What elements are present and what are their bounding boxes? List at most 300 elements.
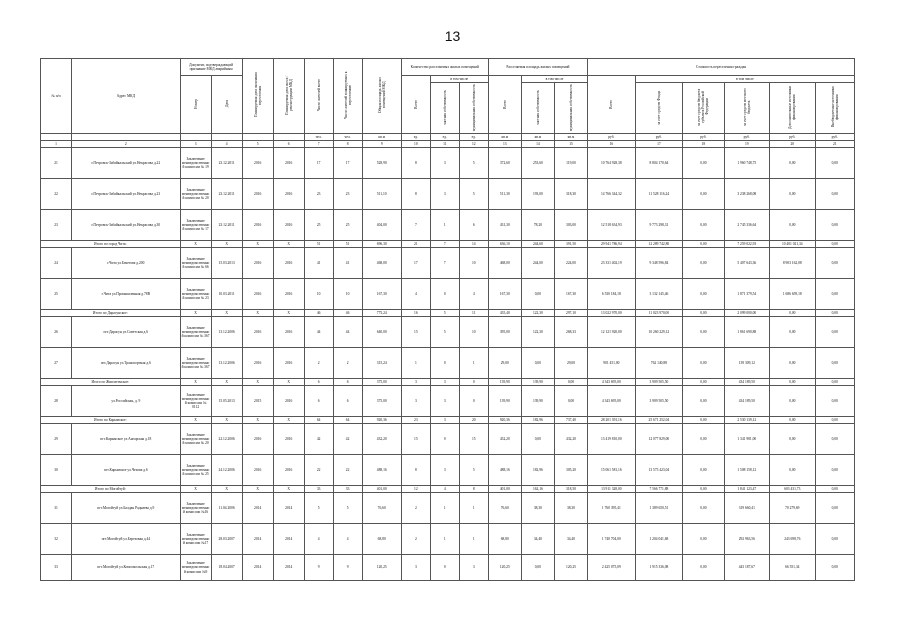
table-cell: 9 773 298,31 [635, 210, 683, 241]
total-cell: X [180, 486, 211, 493]
header-cost-fund: за счет средств Фонда [635, 83, 683, 134]
total-cell: X [180, 241, 211, 248]
total-cell: X [211, 417, 242, 424]
table-cell: 34,40 [521, 524, 554, 555]
document-number-cell: Заключение межведомственной комиссии № 23 [180, 279, 211, 310]
table-cell: 0,00 [683, 279, 724, 310]
table-cell: 8 804 170,64 [635, 148, 683, 179]
total-cell: 401,00 [488, 486, 521, 493]
table-cell: 292 963,56 [724, 524, 770, 555]
table-cell: 0,00 [770, 348, 816, 379]
document-date-cell: 13.12.2006 [211, 317, 242, 348]
table-cell: 319 660,41 [724, 493, 770, 524]
total-cell: X [242, 417, 273, 424]
total-row [41, 417, 855, 424]
document-date-cell: 24.12.2006 [211, 455, 242, 486]
table-cell: 395,00 [488, 317, 521, 348]
row-number: 22 [41, 179, 72, 210]
table-cell: 15 [459, 424, 488, 455]
table-body [41, 148, 855, 581]
unit-cell: руб. [770, 134, 816, 141]
column-number-cell: 3 [180, 141, 211, 148]
table-cell: 372,60 [488, 148, 521, 179]
table-cell: 0,00 [683, 424, 724, 455]
table-cell: 1 [430, 210, 459, 241]
total-cell: 920,36 [362, 417, 401, 424]
table-cell: 44 [304, 317, 333, 348]
total-cell: 139,90 [521, 379, 554, 386]
table-cell: 23 [304, 179, 333, 210]
table-cell: 2016 [273, 424, 304, 455]
document-number-cell: Заключение межведомственной комиссии №9 [180, 555, 211, 581]
table-cell: 193,00 [521, 179, 554, 210]
total-cell: 2 099 000,00 [724, 310, 770, 317]
row-number: 25 [41, 279, 72, 310]
total-cell: 33 [304, 486, 333, 493]
document-date-cell: 23.12.2011 [211, 148, 242, 179]
document-number-cell: Заключение межведомственной комиссии № 66 [180, 248, 211, 279]
address-cell: пгт.Карымское ул.Ангарская д.18 [72, 424, 181, 455]
table-cell: 2014 [242, 524, 273, 555]
table-cell: 2 745 336,64 [724, 210, 770, 241]
table-cell: 2014 [242, 555, 273, 581]
total-cell: 7 566 771,88 [635, 486, 683, 493]
table-cell: 243 698,76 [770, 524, 816, 555]
table-row [41, 248, 855, 279]
total-cell: 0,00 [815, 486, 854, 493]
table-cell: 2016 [242, 279, 273, 310]
table-cell: 253,60 [521, 148, 554, 179]
table-row [41, 555, 855, 581]
table-row [41, 179, 855, 210]
total-cell: X [273, 310, 304, 317]
total-label: Итого по Карымское: [41, 417, 181, 424]
address-cell: г.Чита ул.Бекетова д.200 [72, 248, 181, 279]
table-cell: 10 260 229,12 [635, 317, 683, 348]
total-cell: X [180, 417, 211, 424]
total-row [41, 310, 855, 317]
table-cell: 10 [304, 279, 333, 310]
total-cell: X [242, 486, 273, 493]
table-row [41, 210, 855, 241]
table-cell: 2016 [273, 210, 304, 241]
page-number: 13 [444, 28, 461, 44]
table-cell: 5 [459, 179, 488, 210]
header-cost-extra: Дополнительные источники финансирования [770, 83, 816, 134]
units-row [41, 134, 855, 141]
address-cell: пгт.Дарасун ул.Транспортная д.6 [72, 348, 181, 379]
header-area-total: Общая площадь жилых помещений МКД [362, 59, 401, 134]
address-cell: г.Чита ул.Промышленная д.78В [72, 279, 181, 310]
table-cell: 78,20 [521, 210, 554, 241]
table-cell: 10 [459, 317, 488, 348]
document-number-cell: Заключение межведомственной комиссии №16 [180, 493, 211, 524]
total-cell: 64 [333, 417, 362, 424]
total-cell: 33 [333, 486, 362, 493]
document-number-cell: Заключение межведомственной комиссии № 367 [180, 317, 211, 348]
column-number-cell: 10 [401, 141, 430, 148]
total-cell: 3 [430, 417, 459, 424]
table-cell: 0,00 [770, 179, 816, 210]
row-number: 27 [41, 348, 72, 379]
total-cell: 0,00 [683, 486, 724, 493]
table-cell: 42 [333, 424, 362, 455]
table-cell: 2016 [273, 386, 304, 417]
total-cell: 7 259 022,93 [724, 241, 770, 248]
table-cell: 1 [459, 493, 488, 524]
table-cell: 762 140,88 [635, 348, 683, 379]
total-cell: X [211, 310, 242, 317]
table-cell: 318,30 [554, 179, 587, 210]
table-cell: 120,25 [488, 555, 521, 581]
table-cell: 68,80 [362, 524, 401, 555]
table-cell: 2016 [242, 317, 273, 348]
unit-cell: кв.м [488, 134, 521, 141]
column-number-cell: 4 [211, 141, 242, 148]
table-cell: 404,00 [362, 210, 401, 241]
address-cell: пгт.Карымское ул.Чехова д.6 [72, 455, 181, 486]
total-cell: 46 [333, 310, 362, 317]
table-cell: 7 [430, 248, 459, 279]
table-cell: 70 279,69 [770, 493, 816, 524]
table-cell: 12 121 920,00 [588, 317, 636, 348]
table-cell: 2 [304, 348, 333, 379]
header-cost-region: за счет средств бюджета субъекта Российской Федерации [683, 83, 724, 134]
total-cell: 4 343 695,00 [588, 379, 636, 386]
table-cell: 3 [430, 386, 459, 417]
total-cell: 28 201 391,16 [588, 417, 636, 424]
table-cell: 2014 [273, 555, 304, 581]
table-cell: 1 871 379,54 [724, 279, 770, 310]
total-cell: X [242, 241, 273, 248]
document-number-cell: Заключение межведомственной комиссии № 25 [180, 455, 211, 486]
table-cell: 22 [333, 455, 362, 486]
table-cell: 0,00 [554, 386, 587, 417]
total-cell: 737,40 [554, 417, 587, 424]
column-number-cell: 11 [430, 141, 459, 148]
total-cell: 0,00 [683, 417, 724, 424]
total-cell: 14 [459, 241, 488, 248]
document-number-cell: Заключение межведомственной комиссии №17 [180, 524, 211, 555]
table-cell: 5 407 643,36 [724, 248, 770, 279]
table-cell: 4 [333, 524, 362, 555]
table-cell: 4 [401, 279, 430, 310]
table-row [41, 524, 855, 555]
table-cell: 2016 [273, 317, 304, 348]
table-cell: 17 [401, 248, 430, 279]
header-people: Число жителей всего [304, 59, 333, 134]
table-cell: 22 [304, 455, 333, 486]
row-number: 29 [41, 424, 72, 455]
row-number: 24 [41, 248, 72, 279]
table-cell: 139,90 [488, 386, 521, 417]
table-cell: 315,24 [362, 348, 401, 379]
total-cell: 29 941 786,94 [588, 241, 636, 248]
table-cell: 44 [333, 317, 362, 348]
total-cell: 0,00 [770, 310, 816, 317]
header-plan-demolish: Планируемая дата сноса / реконструкции МКД [273, 59, 304, 134]
table-cell: 12 518 634,93 [588, 210, 636, 241]
column-number-cell: 17 [635, 141, 683, 148]
table-cell: 119,00 [554, 148, 587, 179]
address-cell: ул.Российская, д. 9 [72, 386, 181, 417]
header-area-incl: в том числе [521, 76, 587, 83]
total-label: Итого по Жипхегенское: [41, 379, 181, 386]
table-cell: 1 960 748,75 [724, 148, 770, 179]
table-cell: 4 343 695,00 [588, 386, 636, 417]
table-row [41, 148, 855, 179]
total-cell: 0,00 [770, 379, 816, 386]
table-cell: 29,00 [488, 348, 521, 379]
table-cell: 13 573 423,04 [635, 455, 683, 486]
table-cell: 0,00 [683, 555, 724, 581]
table-cell: 15 061 581,16 [588, 455, 636, 486]
total-cell: 23 [401, 417, 430, 424]
address-cell: пгт.Могойтуй ул.Березовая д.44 [72, 524, 181, 555]
table-cell: 2016 [242, 455, 273, 486]
table-cell: 0,00 [683, 317, 724, 348]
table-cell: 3 [459, 555, 488, 581]
table-cell: 2014 [273, 524, 304, 555]
table-cell: 0,00 [815, 386, 854, 417]
table-cell: 2016 [242, 179, 273, 210]
table-cell: 0 [430, 424, 459, 455]
document-number-cell: Заключение межведомственной комиссии № 0112 [180, 386, 211, 417]
table-cell: 2016 [273, 455, 304, 486]
total-cell: 11 [459, 310, 488, 317]
table-cell: 76,60 [488, 493, 521, 524]
table-cell: 2 425 075,09 [588, 555, 636, 581]
table-cell: 3 [430, 179, 459, 210]
total-cell: 1 841 123,47 [724, 486, 770, 493]
table-cell: 0,00 [770, 210, 816, 241]
total-cell: X [273, 379, 304, 386]
total-cell: X [273, 417, 304, 424]
unit-cell: ед. [430, 134, 459, 141]
table-cell: 0 [459, 386, 488, 417]
total-cell: 139,90 [488, 379, 521, 386]
total-cell: 12 289 742,80 [635, 241, 683, 248]
table-cell: 0,00 [521, 424, 554, 455]
total-row [41, 486, 855, 493]
total-cell: X [242, 379, 273, 386]
table-cell: 122,30 [521, 317, 554, 348]
header-area-sub-total: Всего [488, 76, 521, 134]
table-cell: 3 238 268,08 [724, 179, 770, 210]
column-number-cell: 9 [362, 141, 401, 148]
table-cell: 5 [304, 493, 333, 524]
total-cell: 0,00 [554, 379, 587, 386]
table-cell: 0,00 [683, 386, 724, 417]
column-number-cell: 12 [459, 141, 488, 148]
table-cell: 1 [459, 348, 488, 379]
total-cell: 12 [401, 486, 430, 493]
table-cell: 41 [333, 248, 362, 279]
table-cell: 29,00 [554, 348, 587, 379]
header-doc-date: Дата [211, 76, 242, 134]
table-cell: 0 [430, 348, 459, 379]
table-cell: 3 909 505,50 [635, 386, 683, 417]
table-cell: 5 [333, 493, 362, 524]
table-cell: 167,30 [554, 279, 587, 310]
table-cell: 23 331 402,19 [588, 248, 636, 279]
table-cell: 0,00 [770, 148, 816, 179]
table-cell: 0,00 [815, 148, 854, 179]
table-cell: 488,16 [488, 455, 521, 486]
row-number: 30 [41, 455, 72, 486]
header-doc-number: Номер [180, 76, 211, 134]
table-cell: 0,00 [815, 455, 854, 486]
table-cell: 120,25 [554, 555, 587, 581]
table-cell: 0,00 [683, 148, 724, 179]
column-number-cell: 8 [333, 141, 362, 148]
table-cell: 38,30 [554, 493, 587, 524]
table-cell: 0,00 [815, 493, 854, 524]
table-cell: 0,00 [815, 279, 854, 310]
table-cell: 2 [333, 348, 362, 379]
table-cell: 468,00 [362, 248, 401, 279]
column-number-cell: 2 [72, 141, 181, 148]
total-cell: 0,00 [683, 379, 724, 386]
table-cell: 0,00 [683, 524, 724, 555]
document-date-cell: 15.03.2013 [211, 248, 242, 279]
total-cell: 434 189,50 [724, 379, 770, 386]
unit-cell: кв.м [521, 134, 554, 141]
column-number-cell: 20 [770, 141, 816, 148]
column-number-cell: 18 [683, 141, 724, 148]
table-cell: 0,00 [770, 386, 816, 417]
table-cell: 468,00 [488, 248, 521, 279]
total-cell: 401,00 [362, 486, 401, 493]
total-cell: 8 [459, 486, 488, 493]
header-people-to-move: Число жителей планируемых к переселению [333, 59, 362, 134]
table-cell: 1 760 395,41 [588, 493, 636, 524]
row-number: 31 [41, 493, 72, 524]
table-cell: 8 903 162,08 [770, 248, 816, 279]
table-cell: 4 [459, 279, 488, 310]
column-number-cell: 6 [273, 141, 304, 148]
total-cell: 3 [401, 379, 430, 386]
unit-cell: чел. [304, 134, 333, 141]
total-cell: 696,30 [362, 241, 401, 248]
unit-cell: ед. [401, 134, 430, 141]
row-number: 21 [41, 148, 72, 179]
address-cell: пгт.Могойтуй ул.Балдан Раднаева д.9 [72, 493, 181, 524]
document-date-cell: 28.03.2007 [211, 524, 242, 555]
table-cell: 15 [401, 317, 430, 348]
table-row [41, 386, 855, 417]
column-number-cell: 14 [521, 141, 554, 148]
table-row [41, 317, 855, 348]
table-cell: 7 [401, 210, 430, 241]
table-cell: 1 [430, 524, 459, 555]
table-cell: 0,00 [521, 348, 554, 379]
table-cell: 34,40 [554, 524, 587, 555]
document-date-cell: 10.03.2011 [211, 279, 242, 310]
table-cell: 11 528 116,24 [635, 179, 683, 210]
table-cell: 2016 [273, 348, 304, 379]
table-cell: 13 419 810,00 [588, 424, 636, 455]
row-number: 23 [41, 210, 72, 241]
total-row [41, 379, 855, 386]
table-cell: 1 341 981,00 [724, 424, 770, 455]
document-date-cell: 22.12.2006 [211, 424, 242, 455]
total-cell: 0,00 [815, 310, 854, 317]
table-cell: 0,00 [521, 555, 554, 581]
table-cell: 1 740 704,00 [588, 524, 636, 555]
total-cell: X [180, 310, 211, 317]
table-cell: 76,60 [362, 493, 401, 524]
total-cell: 375,00 [362, 379, 401, 386]
total-cell: X [211, 379, 242, 386]
total-cell: 0,00 [815, 417, 854, 424]
header-cost-group: Стоимость переселения граждан [588, 59, 855, 76]
table-cell: 139,90 [521, 386, 554, 417]
table-cell: 1 508 158,12 [724, 455, 770, 486]
table-cell: 0,00 [815, 424, 854, 455]
table-cell: 224,00 [554, 248, 587, 279]
column-number-cell: 5 [242, 141, 273, 148]
table-cell: 2016 [273, 148, 304, 179]
header-rooms-private: частная собственность [430, 83, 459, 134]
total-cell: 21 [401, 241, 430, 248]
total-cell: 318,50 [554, 486, 587, 493]
header-rooms-municipal: муниципальная собственность [459, 83, 488, 134]
total-cell: 3 [430, 379, 459, 386]
total-cell: 3 909 505,50 [635, 379, 683, 386]
table-cell: 0,00 [815, 317, 854, 348]
column-number-cell: 19 [724, 141, 770, 148]
document-date-cell: 11.04.2006 [211, 493, 242, 524]
table-cell: 1 [459, 524, 488, 555]
table-cell: 41 [304, 248, 333, 279]
total-cell: 391,50 [554, 241, 587, 248]
table-cell: 14 766 344,32 [588, 179, 636, 210]
table-cell: 25 [304, 210, 333, 241]
table-cell: 2014 [242, 493, 273, 524]
table-cell: 2016 [242, 424, 273, 455]
document-number-cell: Заключение межведомственной комиссии № 17 [180, 210, 211, 241]
document-number-cell: Заключение межведомственной комиссии № 367 [180, 348, 211, 379]
table-cell: 305,20 [554, 455, 587, 486]
total-cell: 2 530 139,12 [724, 417, 770, 424]
table-cell: 431,30 [488, 210, 521, 241]
total-cell: 13 022 970,00 [588, 310, 636, 317]
document-date-cell: 18.04.2007 [211, 555, 242, 581]
total-cell: 5 [430, 310, 459, 317]
table-cell: 23 [333, 179, 362, 210]
unit-cell: руб. [815, 134, 854, 141]
total-cell: X [211, 241, 242, 248]
total-cell: 122,30 [521, 310, 554, 317]
header-cost-other: Внебюджетные источники финансирования [815, 83, 854, 134]
table-cell: 0,00 [815, 348, 854, 379]
table-row [41, 493, 855, 524]
total-cell: 6 [333, 379, 362, 386]
header-address: Адрес МКД [72, 59, 181, 134]
table-cell: 443 187,67 [724, 555, 770, 581]
document-date-cell: 13.12.2006 [211, 348, 242, 379]
table-cell: 2016 [242, 210, 273, 241]
table-cell: 0,00 [815, 179, 854, 210]
table-cell: 2016 [242, 148, 273, 179]
table-cell: 6 530 184,18 [588, 279, 636, 310]
table-cell: 1 389 650,51 [635, 493, 683, 524]
total-cell: 64 [304, 417, 333, 424]
total-cell: 0,00 [815, 241, 854, 248]
table-cell: 432,20 [488, 424, 521, 455]
table-cell: 17 [333, 148, 362, 179]
